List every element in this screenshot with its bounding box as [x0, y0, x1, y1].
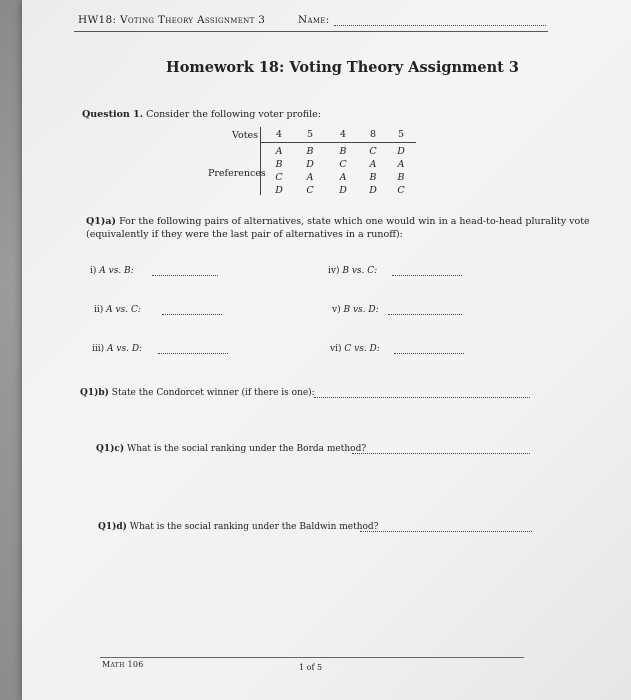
q1b-text: State the Condorcet winner (if there is one):	[111, 388, 315, 398]
header-rule	[74, 31, 548, 32]
pair-number: vi)	[330, 344, 342, 354]
question-1-label: Question 1.	[82, 109, 144, 120]
pair-a-vs-c	[94, 305, 141, 315]
preference-cell: B	[275, 159, 283, 170]
table-vertical-rule	[260, 127, 261, 195]
pair-text: B vs. C:	[342, 266, 378, 276]
preference-cell: A	[369, 159, 377, 170]
pair-text: A vs. C:	[106, 305, 141, 315]
q1c-text: What is the social ranking under the Borda method?	[126, 444, 367, 454]
votes-cell: 8	[369, 129, 377, 140]
preference-cell: D	[397, 146, 405, 157]
pair-text: A vs. D:	[107, 344, 143, 354]
footer-page-number: 1 of 5	[299, 663, 323, 672]
preference-cell: B	[397, 172, 405, 183]
document-page	[22, 0, 631, 700]
pair-text: A vs. B:	[99, 266, 134, 276]
preference-cell: C	[306, 185, 314, 196]
preference-cell: B	[339, 146, 347, 157]
table-horizontal-rule	[260, 142, 416, 143]
header-name-label: Name:	[298, 14, 330, 26]
pair-a-vs-d	[92, 344, 142, 354]
q1a-prompt-line1	[86, 215, 590, 228]
preferences-label: Preferences	[208, 168, 266, 179]
answer-blank-a-vs-d[interactable]	[158, 353, 228, 354]
answer-blank-a-vs-b[interactable]	[152, 275, 218, 276]
q1d-label: Q1)d)	[98, 522, 127, 532]
pair-number: ii)	[94, 305, 104, 315]
answer-blank-b-vs-d[interactable]	[388, 314, 462, 315]
header-title: HW18: Voting Theory Assignment 3	[78, 14, 266, 26]
preference-cell: A	[275, 146, 283, 157]
footer-course: Math 106	[102, 660, 144, 669]
question-1	[82, 108, 321, 121]
pair-number: iii)	[92, 344, 105, 354]
preference-cell: A	[397, 159, 405, 170]
preference-cell: B	[306, 146, 314, 157]
q1c-label: Q1)c)	[96, 444, 125, 454]
preference-cell: A	[339, 172, 347, 183]
pair-text: B vs. D:	[343, 305, 379, 315]
q1b-label: Q1)b)	[80, 388, 109, 398]
answer-blank-b-vs-c[interactable]	[392, 275, 462, 276]
footer-rule	[100, 657, 524, 658]
pair-number: v)	[332, 305, 341, 315]
q1d-text: What is the social ranking under the Baldwin method?	[129, 522, 379, 532]
preference-cell: B	[369, 172, 377, 183]
preference-cell: D	[275, 185, 283, 196]
preference-cell: C	[275, 172, 283, 183]
votes-cell: 5	[306, 129, 314, 140]
answer-blank-baldwin[interactable]	[360, 531, 532, 532]
q1a-label: Q1)a)	[86, 216, 117, 227]
answer-blank-condorcet[interactable]	[314, 397, 530, 398]
pair-number: iv)	[328, 266, 340, 276]
q1a-text: For the following pairs of alternatives, state which one would win in a head-to-head plurality vote	[119, 216, 590, 227]
page-title: Homework 18: Voting Theory Assignment 3	[166, 59, 519, 76]
pair-a-vs-b	[90, 266, 134, 276]
pair-b-vs-c	[328, 266, 377, 276]
pair-text: C vs. D:	[344, 344, 380, 354]
answer-blank-borda[interactable]	[352, 453, 530, 454]
preference-cell: A	[306, 172, 314, 183]
answer-blank-a-vs-c[interactable]	[162, 314, 222, 315]
name-blank	[334, 25, 546, 26]
votes-cell: 4	[339, 129, 347, 140]
votes-cell: 5	[397, 129, 405, 140]
preference-cell: D	[369, 185, 377, 196]
pair-c-vs-d	[330, 344, 380, 354]
preference-cell: D	[306, 159, 314, 170]
q1a-prompt-line2: (equivalently if they were the last pair of alternatives in a runoff):	[86, 229, 403, 240]
q1c-prompt	[96, 444, 366, 454]
preference-cell: D	[339, 185, 347, 196]
pair-number: i)	[90, 266, 97, 276]
answer-blank-c-vs-d[interactable]	[394, 353, 464, 354]
preference-cell: C	[369, 146, 377, 157]
votes-label: Votes	[232, 130, 259, 141]
votes-cell: 4	[275, 129, 283, 140]
q1b-prompt	[80, 388, 315, 398]
question-1-text: Consider the following voter profile:	[146, 109, 321, 120]
q1d-prompt	[98, 522, 379, 532]
preference-cell: C	[397, 185, 405, 196]
preference-cell: C	[339, 159, 347, 170]
pair-b-vs-d	[332, 305, 379, 315]
